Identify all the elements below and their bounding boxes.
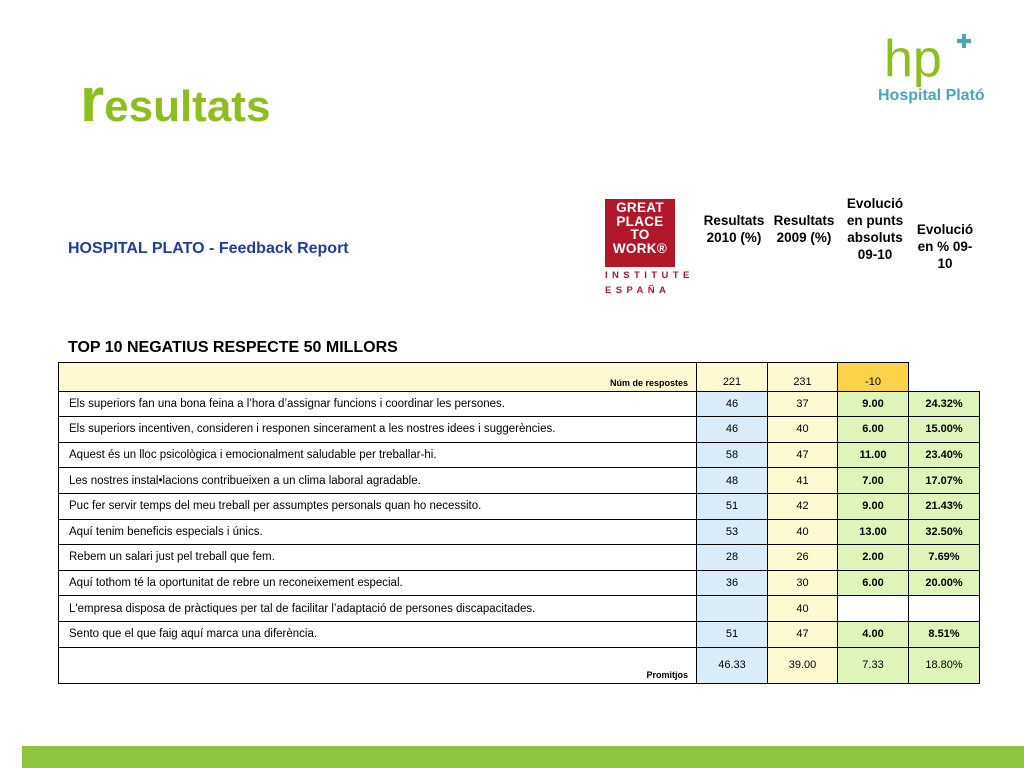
result-2010-cell: 53 [697,519,768,545]
result-2010-cell: 46 [697,391,768,417]
evo-abs-cell: 9.00 [838,391,909,417]
evo-pct-cell: 32.50% [909,519,980,545]
average-label: Promitjos [59,647,697,683]
hp-mark-icon [876,30,986,90]
evo-abs-cell: 4.00 [838,621,909,647]
evo-pct-cell: 21.43% [909,493,980,519]
average-evo-abs: 7.33 [838,647,909,683]
evo-pct-cell: 20.00% [909,570,980,596]
hp-logo-letters: hp [884,30,942,88]
gptw-country: ESPAÑA [605,285,671,296]
table-header-row [59,363,980,392]
result-2010-cell: 48 [697,468,768,494]
table-row [59,621,980,647]
evo-abs-cell [838,596,909,622]
col-header-evo-abs: Evolució en punts absoluts 09-10 [846,196,904,262]
result-2009-cell: 26 [768,545,838,571]
slide-title-initial: r [80,66,105,135]
table-row [59,468,980,494]
table-row [59,391,980,417]
table-row [59,417,980,443]
evo-abs-cell: 13.00 [838,519,909,545]
average-evo-pct: 18.80% [909,647,980,683]
gptw-line-3: TO [630,227,650,242]
average-row [59,647,980,683]
col-header-evo-pct: Evolució en % 09-10 [916,222,974,271]
evo-abs-cell: 6.00 [838,570,909,596]
result-2009-cell: 42 [768,493,838,519]
report-title: HOSPITAL PLATO - Feedback Report [68,240,349,257]
table-row [59,493,980,519]
gptw-line-2: PLACE [616,213,664,229]
col-header-2010: Resultats 2010 (%) [703,213,765,245]
result-2009-cell: 41 [768,468,838,494]
section-title: TOP 10 NEGATIUS RESPECTE 50 MILLORS [68,339,398,356]
evo-abs-cell: 2.00 [838,545,909,571]
statement-cell: L'empresa disposa de pràctiques per tal de facilitar l’adaptació de persones discapacitades. [59,596,697,622]
statement-cell: Les nostres instal•lacions contribueixen a un clima laboral agradable. [59,468,697,494]
statement-cell: Aquest és un lloc psicològica i emocionalment saludable per treballar-hi. [59,442,697,468]
table-row [59,596,980,622]
hospital-plato-logo [876,30,986,105]
evo-pct-cell [909,596,980,622]
evo-pct-cell: 7.69% [909,545,980,571]
result-2009-cell: 47 [768,442,838,468]
evo-pct-cell: 15.00% [909,417,980,443]
table-row [59,519,980,545]
slide-title [80,66,271,135]
evo-pct-cell: 23.40% [909,442,980,468]
statement-cell: Rebem un salari just pel treball que fem. [59,545,697,571]
slide-title-rest: esultats [104,82,271,131]
result-2009-cell: 37 [768,391,838,417]
evo-abs-cell: 7.00 [838,468,909,494]
result-2010-cell [697,596,768,622]
evo-pct-cell: 17.07% [909,468,980,494]
gptw-institute: INSTITUTE [605,270,694,281]
results-table [58,362,980,684]
result-2009-cell: 40 [768,596,838,622]
evo-pct-cell: 24.32% [909,391,980,417]
evo-abs-cell: 6.00 [838,417,909,443]
gptw-line-4: WORK® [612,240,668,256]
table-row [59,545,980,571]
responses-evo: -10 [838,363,909,392]
statement-cell: Els superiors fan una bona feina a l’hora d’assignar funcions i coordinar les persones. [59,391,697,417]
result-2010-cell: 36 [697,570,768,596]
col-header-2009: Resultats 2009 (%) [773,213,835,245]
table-row [59,442,980,468]
evo-abs-cell: 9.00 [838,493,909,519]
result-2009-cell: 40 [768,417,838,443]
result-2010-cell: 51 [697,493,768,519]
responses-2009: 231 [768,363,838,392]
result-2010-cell: 51 [697,621,768,647]
result-2010-cell: 58 [697,442,768,468]
statement-cell: Puc fer servir temps del meu treball per assumptes personals quan ho necessito. [59,493,697,519]
result-2009-cell: 40 [768,519,838,545]
average-2010: 46.33 [697,647,768,683]
table-row [59,570,980,596]
great-place-to-work-logo [605,199,694,299]
responses-label: Núm de respostes [59,363,697,392]
gptw-line-1: GREAT [616,200,664,215]
statement-cell: Aquí tothom té la oportunitat de rebre un reconeixement especial. [59,570,697,596]
statement-cell: Els superiors incentiven, consideren i responen sincerament a les nostres idees i suggerències. [59,417,697,443]
result-2010-cell: 46 [697,417,768,443]
table-body [59,391,980,647]
responses-2010: 221 [697,363,768,392]
statement-cell: Sento que el que faig aquí marca una diferència. [59,621,697,647]
average-2009: 39.00 [768,647,838,683]
evo-pct-cell: 8.51% [909,621,980,647]
evo-abs-cell: 11.00 [838,442,909,468]
footer-bar [22,746,1024,768]
result-2009-cell: 30 [768,570,838,596]
result-2009-cell: 47 [768,621,838,647]
statement-cell: Aquí tenim beneficis especials i únics. [59,519,697,545]
result-2010-cell: 28 [697,545,768,571]
hospital-plato-logo-text: Hospital Plató [878,87,985,104]
